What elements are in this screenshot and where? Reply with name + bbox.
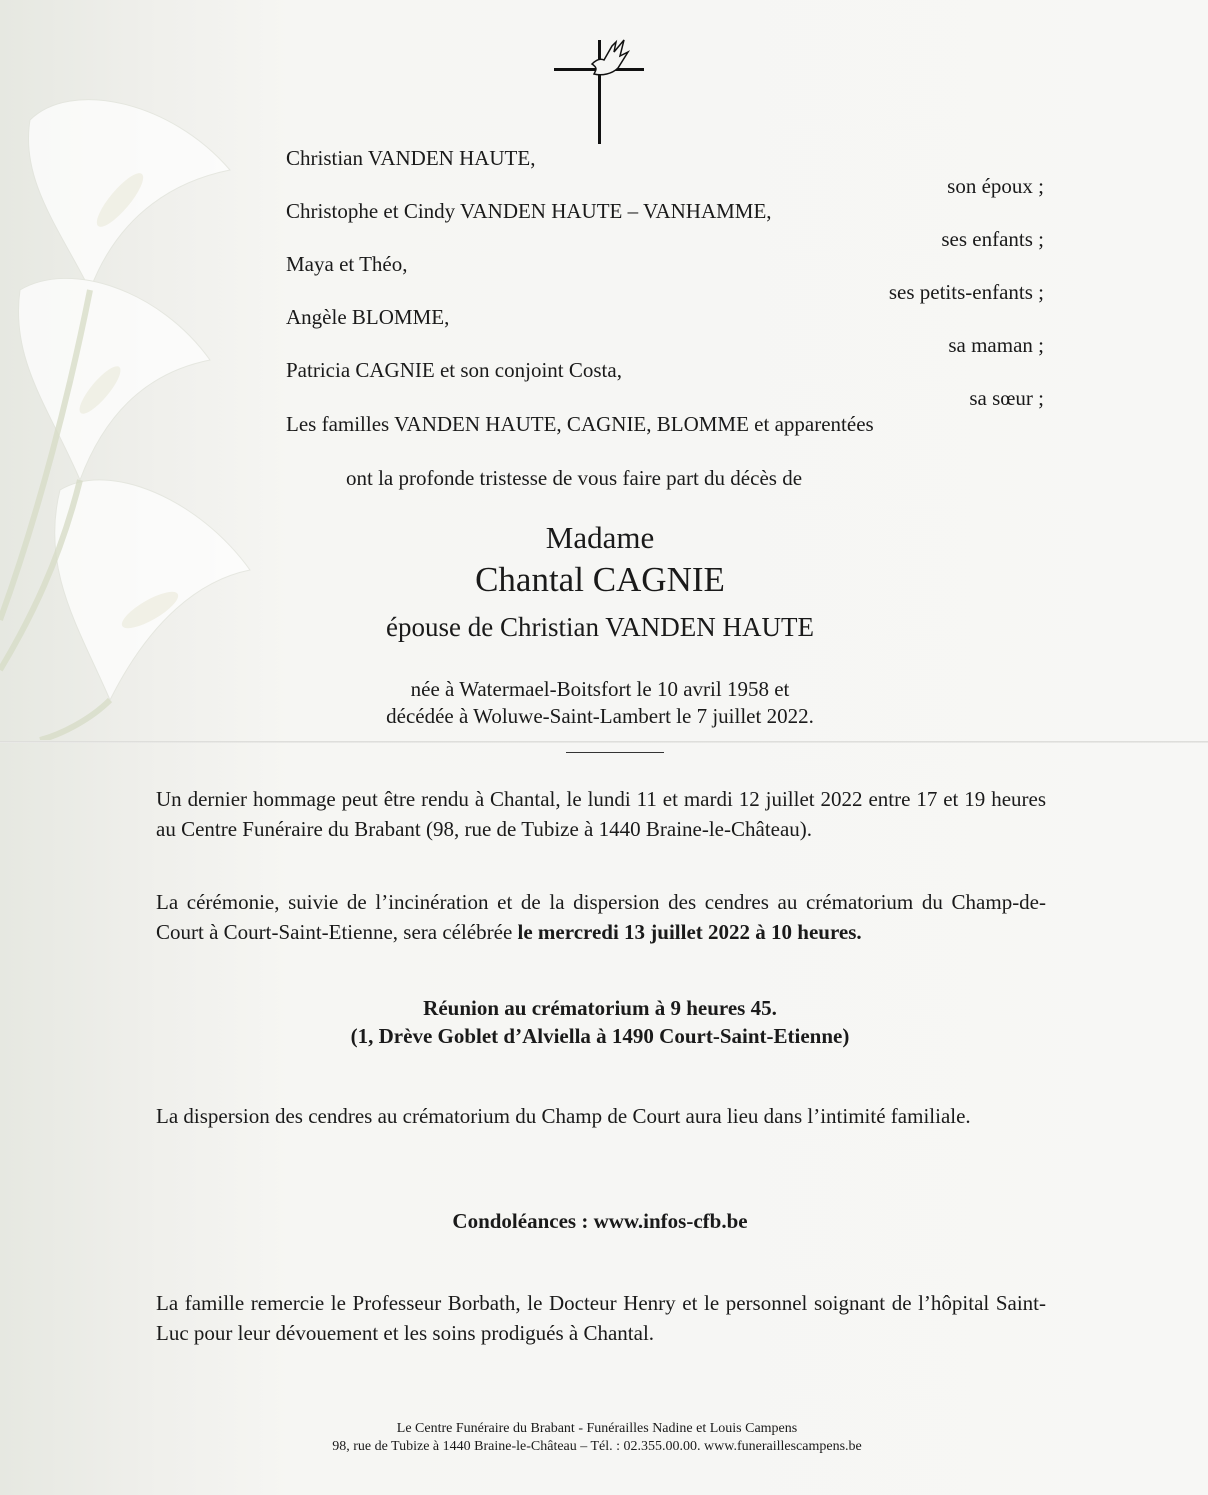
cross-with-dove-icon xyxy=(552,34,648,146)
ceremony-paragraph xyxy=(156,887,1046,947)
deceased-died: décédée à Woluwe-Saint-Lambert le 7 juillet 2022. xyxy=(386,704,814,728)
ceremony-date: le mercredi 13 juillet 2022 à 10 heures. xyxy=(517,920,862,944)
family-name-2: Christophe et Cindy VANDEN HAUTE – VANHAMME, xyxy=(286,199,772,223)
family-name-1: Christian VANDEN HAUTE, xyxy=(286,146,536,170)
ceremony-text: La cérémonie, suivie de l’incinération et de la dispersion des cendres au crématorium du Champ-de-Court à Court-Saint-Etienne, sera célébrée xyxy=(156,890,1046,944)
family-relation-3: ses petits-enfants ; xyxy=(888,280,1044,304)
family-relation-2: ses enfants ; xyxy=(941,227,1044,251)
meeting-line-2: (1, Drève Goblet d’Alviella à 1490 Court-Saint-Etienne) xyxy=(350,1024,850,1048)
announcement: ont la profonde tristesse de vous faire part du décès de xyxy=(346,466,803,490)
deceased-born: née à Watermael-Boitsfort le 10 avril 1958 et xyxy=(410,677,790,701)
deceased-name: Chantal CAGNIE xyxy=(475,560,725,599)
family-name-5: Patricia CAGNIE et son conjoint Costa, xyxy=(286,358,622,382)
footer-line-1: Le Centre Funéraire du Brabant - Funérailles Nadine et Louis Campens xyxy=(396,1421,798,1436)
family-relation-1: son époux ; xyxy=(947,174,1044,198)
family-name-3: Maya et Théo, xyxy=(286,252,408,276)
family-relation-5: sa sœur ; xyxy=(969,386,1044,410)
separator-line xyxy=(566,752,664,753)
fold-line xyxy=(0,741,1208,743)
deceased-title: Madame xyxy=(545,520,655,555)
footer-line-2: 98, rue de Tubize à 1440 Braine-le-Château – Tél. : 02.355.00.00. www.funeraillescampens.be xyxy=(332,1439,862,1454)
condolences-line: Condoléances : www.infos-cfb.be xyxy=(452,1209,748,1233)
dispersion-paragraph: La dispersion des cendres au crématorium du Champ de Court aura lieu dans l’intimité familiale. xyxy=(156,1104,971,1128)
deceased-spouse: épouse de Christian VANDEN HAUTE xyxy=(386,612,814,642)
thanks-paragraph: La famille remercie le Professeur Borbath, le Docteur Henry et le personnel soignant de l’hôpital Saint-Luc pour leur dévouement et les soins prodigués à Chantal. xyxy=(156,1291,1046,1345)
family-relation-4: sa maman ; xyxy=(948,333,1044,357)
meeting-line-1: Réunion au crématorium à 9 heures 45. xyxy=(423,996,777,1020)
families-line: Les familles VANDEN HAUTE, CAGNIE, BLOMME et apparentées xyxy=(286,412,874,436)
family-name-4: Angèle BLOMME, xyxy=(286,305,450,329)
tribute-paragraph: Un dernier hommage peut être rendu à Chantal, le lundi 11 et mardi 12 juillet 2022 entre 17 et 19 heures au Centre Funéraire du Brabant (98, rue de Tubize à 1440 Braine-le-Château). xyxy=(156,787,1046,841)
